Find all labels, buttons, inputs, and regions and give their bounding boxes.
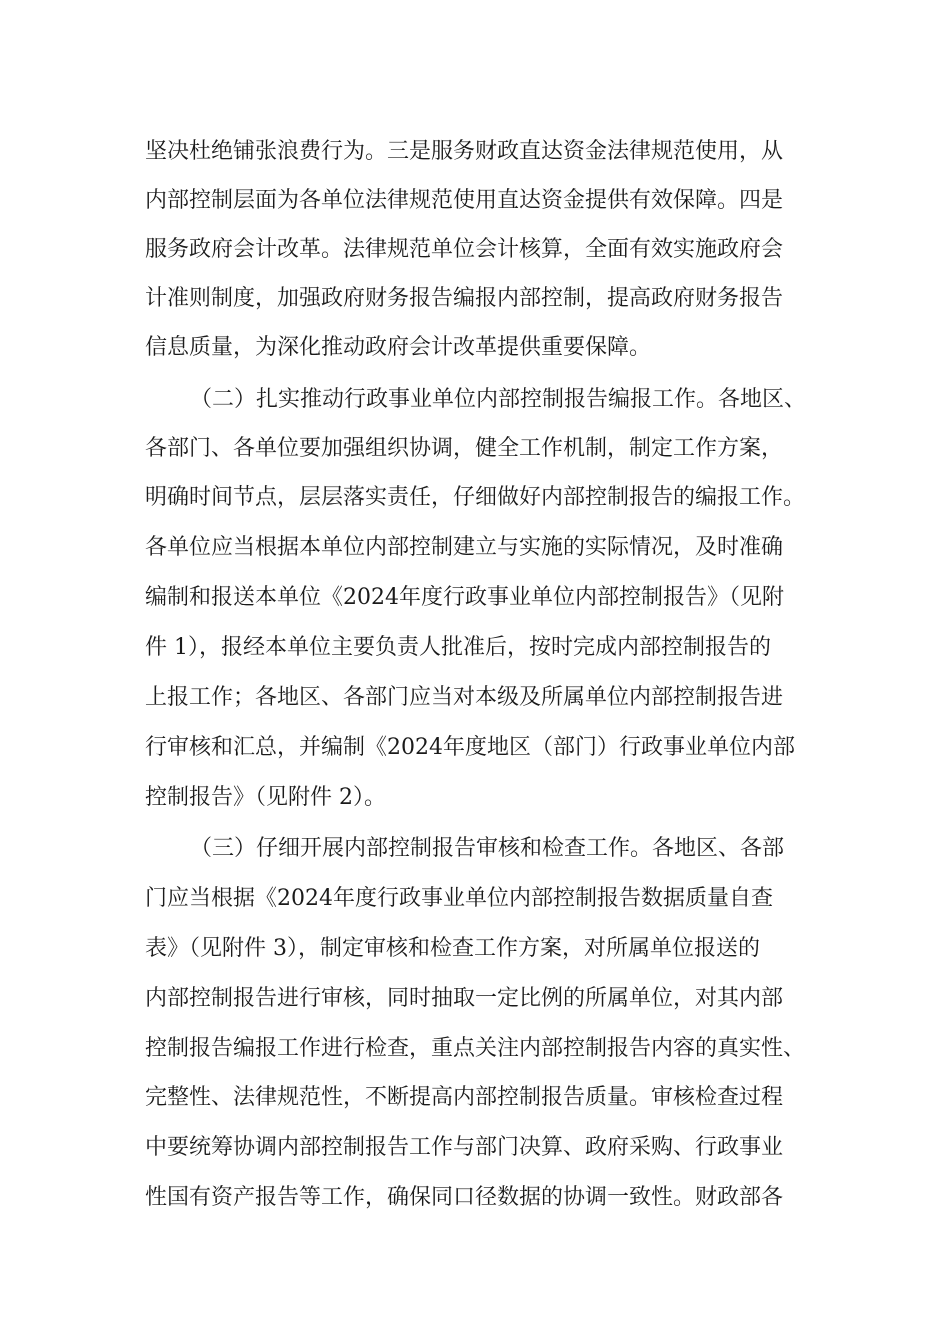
text-line: 服务政府会计改革。法律规范单位会计核算，全面有效实施政府会: [145, 237, 784, 262]
text-line: 件 1），报经本单位主要负责人批准后，按时完成内部控制报告的: [145, 635, 771, 660]
text-line: 编制和报送本单位《2024年度行政事业单位内部控制报告》（见附: [145, 585, 784, 610]
text-line: 行审核和汇总，并编制《2024年度地区（部门）行政事业单位内部: [145, 735, 795, 760]
text-line: 内部控制层面为各单位法律规范使用直达资金提供有效保障。四是: [145, 188, 784, 213]
text-line: 明确时间节点，层层落实责任，仔细做好内部控制报告的编报工作。: [145, 485, 806, 510]
text-line: 表》（见附件 3），制定审核和检查工作方案，对所属单位报送的: [145, 936, 760, 961]
paragraph-heading-2: （二）扎实推动行政事业单位内部控制报告编报工作。各地区、: [190, 387, 807, 412]
text-line: 中要统筹协调内部控制报告工作与部门决算、政府采购、行政事业: [145, 1135, 784, 1160]
text-line: 上报工作；各地区、各部门应当对本级及所属单位内部控制报告进: [145, 685, 784, 710]
paragraph-heading-3: （三）仔细开展内部控制报告审核和检查工作。各地区、各部: [190, 836, 785, 861]
text-line: 各单位应当根据本单位内部控制建立与实施的实际情况，及时准确: [145, 535, 784, 560]
text-line: 信息质量，为深化推动政府会计改革提供重要保障。: [145, 335, 652, 360]
text-line: 坚决杜绝铺张浪费行为。三是服务财政直达资金法律规范使用，从: [145, 139, 784, 164]
text-line: 各部门、各单位要加强组织协调，健全工作机制，制定工作方案，: [145, 436, 784, 461]
text-line: 完整性、法律规范性，不断提高内部控制报告质量。审核检查过程: [145, 1085, 784, 1110]
text-line: 内部控制报告进行审核，同时抽取一定比例的所属单位，对其内部: [145, 986, 784, 1011]
text-line: 计准则制度，加强政府财务报告编报内部控制，提高政府财务报告: [145, 286, 784, 311]
text-line: 控制报告编报工作进行检查，重点关注内部控制报告内容的真实性、: [145, 1036, 806, 1061]
text-line: 控制报告》（见附件 2）。: [145, 785, 386, 810]
text-line: 性国有资产报告等工作，确保同口径数据的协调一致性。财政部各: [145, 1185, 784, 1210]
text-line: 门应当根据《2024年度行政事业单位内部控制报告数据质量自查: [145, 886, 773, 911]
